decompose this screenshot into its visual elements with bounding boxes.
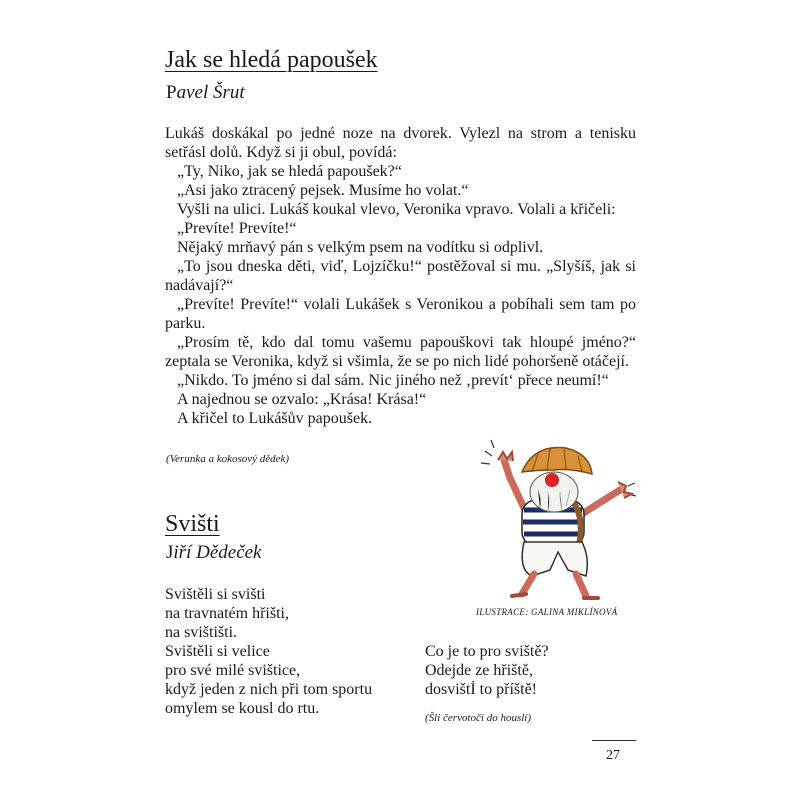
poem-line: na travnatém hřišti, (165, 605, 289, 622)
poem-line: Svištěli si velice (165, 643, 270, 660)
story-paragraph: „Nikdo. To jméno si dal sám. Nic jiného než ‚prevít‘ přece neumí!“ (177, 372, 609, 389)
story-paragraph: „To jsou dneska děti, viď, Lojzíčku!“ postěžoval si mu. „Slyšíš, jak si nadávají?“ (165, 258, 636, 294)
story-author-rest: avel Šrut (176, 82, 245, 103)
poem-author-rest: iří Dědeček (173, 542, 262, 563)
story-paragraph: „Prevíte! Prevíte!“ volali Lukášek s Veronikou a pobíhali sem tam po parku. (165, 296, 636, 332)
poem-line: dosvištİ to příště! (425, 681, 537, 698)
story-paragraph: Vyšli na ulici. Lukáš koukal vlevo, Veronika vpravo. Volali a křičeli: (177, 201, 616, 218)
poem-stanza-left (165, 585, 372, 718)
poem-stanza-right (425, 642, 549, 699)
poem-line: když jeden z nich při tom sportu (165, 681, 373, 698)
story-author (166, 82, 245, 104)
illustration-credit: ILUSTRACE: GALINA MIKLÍNOVÁ (476, 607, 618, 617)
illustration-dancing-man (478, 430, 638, 602)
poem-line: pro své milé svištice, (165, 662, 301, 679)
poem-line: Svištěli si svišti (165, 586, 266, 603)
page-number-rule (592, 740, 636, 741)
story-paragraph: Lukáš doskákal po jedné noze na dvorek. Vylezl na strom a tenisku setřásl dolů. Když si ji obul, povídá: (165, 125, 636, 161)
poem-source: (Šli červotoči do houslí) (425, 712, 532, 724)
story-paragraph: Nějaký mrňavý pán s velkým psem na vodítku si odplivl. (177, 239, 544, 256)
story-paragraph: A najednou se ozvalo: „Krása! Krása!“ (177, 391, 427, 408)
story-paragraph: „Prevíte! Prevíte!“ (177, 220, 297, 237)
story-paragraph: A křičel to Lukášův papoušek. (177, 410, 373, 427)
story-text (165, 124, 636, 428)
poem-line: omylem se kousl do rtu. (165, 700, 320, 717)
story-source: (Verunka a kokosový dědek) (166, 453, 290, 465)
story-paragraph: „Asi jako ztracený pejsek. Musíme ho volat.“ (177, 182, 469, 199)
story-author-initial: P (166, 82, 177, 103)
poem-line: na svištišti. (165, 624, 238, 641)
poem-title: Svišti (165, 511, 220, 537)
story-paragraph: „Ty, Niko, jak se hledá papoušek?“ (177, 163, 402, 180)
story-paragraph: „Prosím tě, kdo dal tomu vašemu papouškovi tak hloupé jméno?“ zeptala se Veronika, když si všimla, že se po nich lidé pohoršeně otáčejí. (165, 334, 636, 370)
poem-line: Odejde ze hřiště, (425, 662, 533, 679)
poem-line: Co je to pro sviště? (425, 643, 549, 660)
poem-author-initial: J (166, 542, 174, 563)
poem-author (166, 542, 262, 564)
story-title: Jak se hledá papoušek (165, 47, 378, 73)
red-nose-icon (545, 473, 559, 487)
page-number: 27 (606, 748, 620, 763)
